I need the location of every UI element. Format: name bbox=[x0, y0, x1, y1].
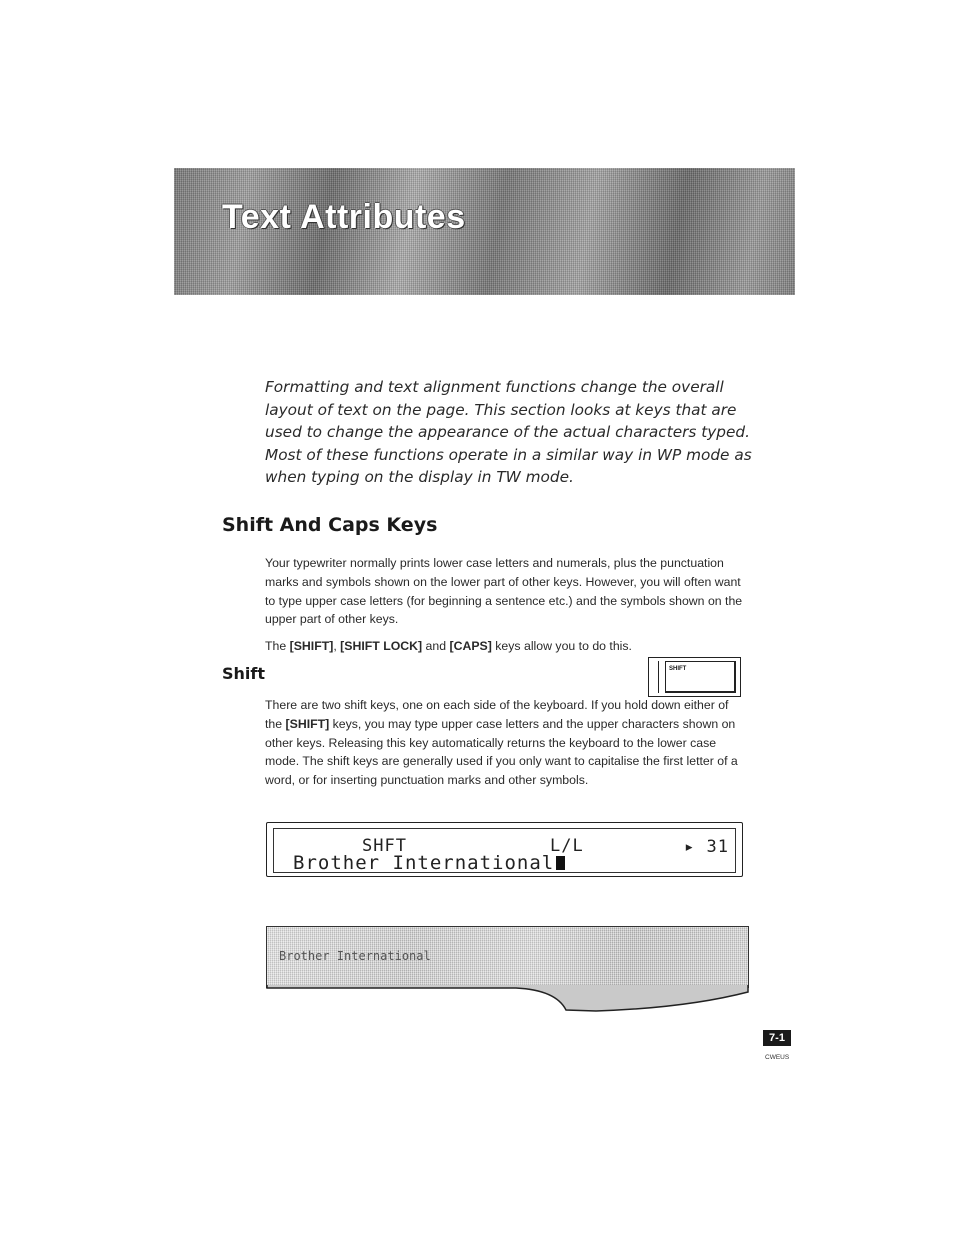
page-code: CWEUS bbox=[765, 1054, 790, 1061]
keycap-label: SHIFT bbox=[669, 666, 687, 672]
para2-prefix: The bbox=[265, 639, 290, 653]
para2-sep1: , bbox=[333, 639, 341, 653]
shift-lock-key-ref: [SHIFT LOCK] bbox=[340, 639, 423, 653]
intro-paragraph: Formatting and text alignment functions change the overall layout of text on the page. This section looks at keys that are used to change the appearance of the actual characters typed. Most of these functions operate in a similar way in WP mode as when typing on the display in TW mode. bbox=[265, 378, 752, 486]
shift-key-ref-2: [SHIFT] bbox=[285, 716, 330, 731]
lcd-line-text: Brother International bbox=[293, 852, 555, 874]
keycap-face bbox=[665, 661, 736, 693]
shift-para-lead: There are two shift keys, one on each side of the keyboard. If you hold down either of the bbox=[265, 698, 729, 731]
subsection-heading: Shift bbox=[222, 664, 266, 683]
lcd-mode-indicator: L/L bbox=[550, 836, 584, 856]
shift-keycap-illustration bbox=[648, 657, 741, 697]
cursor-icon bbox=[556, 856, 565, 870]
caps-key-ref: [CAPS] bbox=[449, 639, 492, 653]
printed-text: Brother International bbox=[279, 949, 431, 963]
page-number-badge: 7-1 bbox=[763, 1030, 791, 1046]
subsection-paragraph bbox=[265, 696, 745, 790]
lcd-column-counter: ▸ 31 bbox=[684, 837, 729, 857]
printed-paper-illustration bbox=[266, 926, 749, 988]
lcd-status-indicator: SHFT bbox=[362, 836, 407, 856]
shift-key-ref: [SHIFT] bbox=[289, 639, 334, 653]
keycap-edge bbox=[658, 661, 659, 693]
section-paragraph-1: Your typewriter normally prints lower case letters and numerals, plus the punctuation marks and symbols shown on the lower part of other keys. However, you will often want to type upper case letters (for beginning a sentence etc.) and the symbols shown on the upper part of other keys. bbox=[265, 556, 743, 627]
para2-sep2: and bbox=[422, 639, 450, 653]
lcd-display-illustration bbox=[266, 822, 743, 877]
lcd-screen bbox=[273, 828, 736, 873]
paper-curl-icon bbox=[266, 984, 751, 1014]
shift-para-rest: keys, you may type upper case letters and the upper characters shown on other keys. Releasing this key automatically returns the keyboard to the lower case mode. The shift keys are generally used if you only want to capitalise the first letter of a word, or for inserting punctuation marks and other symbols. bbox=[265, 716, 738, 788]
section-paragraph-2 bbox=[265, 637, 745, 656]
lcd-text-line bbox=[293, 852, 565, 874]
chapter-banner bbox=[174, 168, 795, 295]
para2-suffix: keys allow you to do this. bbox=[491, 639, 632, 653]
section-heading: Shift And Caps Keys bbox=[222, 514, 438, 536]
chapter-title: Text Attributes bbox=[222, 198, 466, 236]
